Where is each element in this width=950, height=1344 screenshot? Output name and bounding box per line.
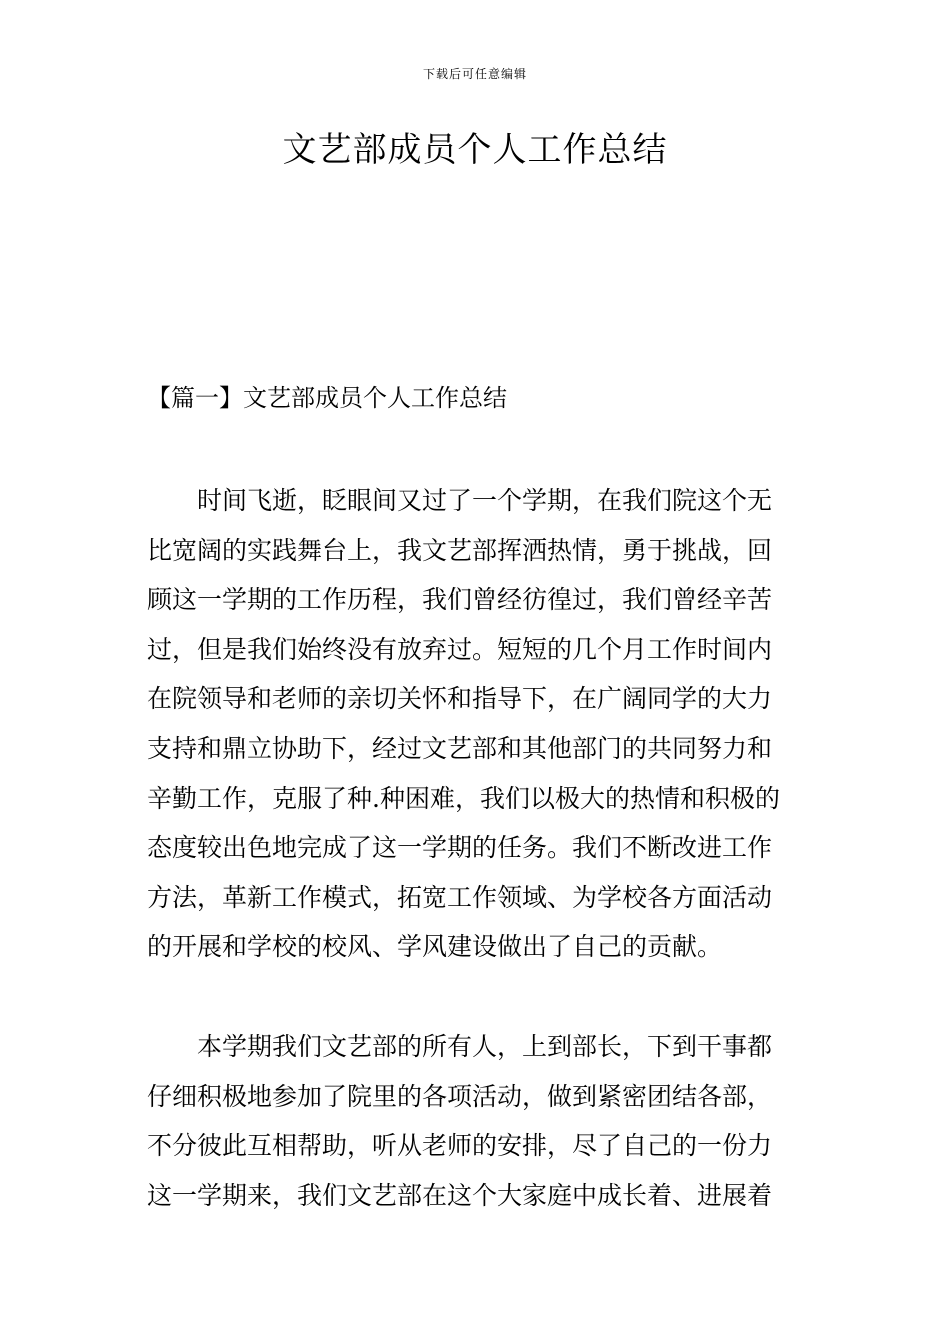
header-note: 下载后可任意编辑 — [422, 67, 527, 81]
section-heading: 【篇一】文艺部成员个人工作总结 — [147, 384, 507, 412]
paragraph-line: 本学期我们文艺部的所有人，上到部长，下到干事都 — [197, 1032, 773, 1061]
paragraph-line: 仔细积极地参加了院里的各项活动，做到紧密团结各部， — [147, 1081, 773, 1111]
paragraph-line: 时间飞逝，眨眼间又过了一个学期，在我们院这个无 — [197, 486, 773, 515]
paragraph-line: 辛勤工作，克服了种.种困难，我们以极大的热情和积极的 — [147, 783, 780, 813]
paragraph-1 — [147, 476, 847, 972]
paragraph-line: 不分彼此互相帮助，听从老师的安排，尽了自己的一份力 — [147, 1131, 773, 1161]
paragraph-line: 方法，革新工作模式，拓宽工作领域、为学校各方面活动 — [147, 882, 773, 912]
paragraph-line: 过，但是我们始终没有放弃过。短短的几个月工作时间内 — [147, 634, 773, 664]
paragraph-line: 支持和鼎立协助下，经过文艺部和其他部门的共同努力和 — [147, 733, 773, 763]
paragraph-2 — [147, 1022, 847, 1220]
paragraph-line: 态度较出色地完成了这一学期的任务。我们不断改进工作 — [147, 833, 773, 863]
paragraph-line: 在院领导和老师的亲切关怀和指导下，在广阔同学的大力 — [147, 684, 773, 714]
paragraph-line: 这一学期来，我们文艺部在这个大家庭中成长着、进展着 — [147, 1180, 773, 1210]
paragraph-line: 比宽阔的实践舞台上，我文艺部挥洒热情，勇于挑战，回 — [147, 535, 773, 565]
document-title: 文艺部成员个人工作总结 — [282, 130, 668, 170]
paragraph-line: 顾这一学期的工作历程，我们曾经彷徨过，我们曾经辛苦 — [147, 585, 773, 615]
paragraph-line: 的开展和学校的校风、学风建设做出了自己的贡献。 — [147, 932, 723, 962]
